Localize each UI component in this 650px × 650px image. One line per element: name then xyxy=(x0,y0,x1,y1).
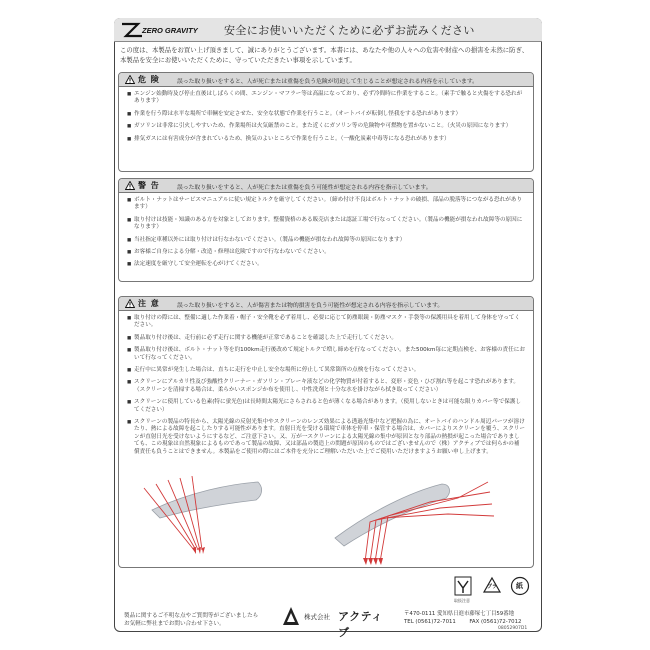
caution-header xyxy=(119,297,533,311)
warning-triangle-icon xyxy=(125,181,135,190)
caution-item: ■ 製品取り付け後は、ボルト・ナット等を約100km走行後改めて規定トルクで増し締めを行なってください。また500km毎に定期点検を、お客様の責任において行なってください。 xyxy=(127,347,525,362)
handle-care-caption: 取扱注意 xyxy=(454,598,470,603)
intro-text: この度は、本製品をお買い上げ頂きまして、誠にありがとうございます。本書には、あなたや他の人々への危害や財産への損害を未然に防ぎ、本製品を安全にお使いいただくために、守っていただきたい事項を示しています。 xyxy=(120,46,529,64)
caution-item: ■ 走行中に異常が発生した場合は、直ちに走行を中止し安全な場所に停止して異常箇所の点検を行なってください。 xyxy=(127,367,525,374)
warning-header xyxy=(119,179,533,193)
screen-lens-diagram xyxy=(335,482,494,565)
warning-label: 警 告 xyxy=(138,181,160,190)
danger-section xyxy=(118,72,534,172)
page-title: 安全にお使いいただくために必ずお読みください xyxy=(224,24,475,37)
warning-triangle-icon xyxy=(125,299,135,308)
caution-item: ■ 取り付けの際には、整備に適した作業着・帽子・安全靴を必ず着用し、必要に応じて防塵眼鏡・防塵マスク・手袋等の保護用具を着用して身体を守ってください。 xyxy=(127,315,525,330)
danger-item: ■ エンジン始動時及び停止直後はしばらくの間、エンジン・マフラー等は高温になっており、必ず冷間時に作業をすること。（素手で触ると火傷をする恐れがあります） xyxy=(127,91,525,106)
caution-item: ■ 製品取り付け後は、走行前に必ず走行に関する機能が正常であることを確認した上で走行してください。 xyxy=(127,335,525,342)
tel-number: TEL (0561)72-7011 xyxy=(404,619,456,625)
screen-reflection-diagram xyxy=(144,476,262,554)
warning-item: ■ 法定速度を厳守して安全運転を心がけてください。 xyxy=(127,261,525,268)
caution-label: 注 意 xyxy=(138,299,160,308)
zero-gravity-logo xyxy=(120,21,208,39)
inquiry-text xyxy=(124,612,258,628)
danger-item: ■ 排気ガスには有害成分が含まれているため、換気のよいところで作業を行うこと。（一酸化炭素中毒等になる恐れがあります） xyxy=(127,136,525,143)
warning-item: ■ ボルト・ナットはサービスマニュアルに従い規定トルクを厳守してください。（締め付け不良はボルト・ナットの破損、部品の脱落等につながる恐れがあります） xyxy=(127,197,525,212)
danger-description: 誤った取り扱いをすると、人が死亡または重傷を負う危険が切迫して生じることが想定される内容を示しています。 xyxy=(177,78,478,85)
company-block xyxy=(282,606,392,639)
address-line: 〒470-0111 愛知県日進市藤塚七丁目59番地 xyxy=(404,611,514,617)
active-logo-icon xyxy=(282,606,300,626)
caution-description: 誤った取り扱いをすると、人が傷害または物的損害を負う可能性が想定される内容を指示しています。 xyxy=(177,302,444,309)
warning-item: ■ お客様ご自身による分解・改造・修理は危険ですので行なわないでください。 xyxy=(127,249,525,256)
handling-icons xyxy=(448,574,538,604)
danger-item: ■ ガソリンは非常に引火しやすいため、作業場所は火気厳禁のこと。また近くにガソリン等の危険物や可燃物を置かないこと。（火災の原因になります） xyxy=(127,123,525,130)
danger-item: ■ 作業を行う際は水平な場所で車輌を安定させた、安全な状態で作業を行うこと。（オートバイが転倒し怪我をする恐れがあります） xyxy=(127,111,525,118)
warning-item: ■ 当社指定車種以外には取り付けは行なわないでください。（製品の機能が損なわれ故障等の原因になります） xyxy=(127,237,525,244)
inquiry-line: 製品に関するご不明な点やご質問等がございましたら xyxy=(124,613,259,619)
plastic-mark: プラ xyxy=(487,584,498,590)
danger-label: 危 険 xyxy=(138,75,160,84)
warning-section xyxy=(118,178,534,282)
logo-text: ZERO GRAVITY xyxy=(142,26,198,35)
company-type: 株式会社 xyxy=(304,613,330,621)
sunlight-reflection-illustration xyxy=(130,470,525,570)
warning-item: ■ 取り付けは技能・知識のある方を対象としております。整備資格のある販売店または認証工場で行なってください。（製品の機能が損なわれ故障等の原因になります） xyxy=(127,217,525,232)
company-address xyxy=(404,610,521,626)
handle-with-care-icon xyxy=(454,576,472,596)
danger-header xyxy=(119,73,533,87)
caution-item: ■ スクリーンに使用している色素(特に蛍光色)は長時間太陽光にさらされると色が薄くなる場合があります。（使用しないときは可能な限りカバー等で保護してください） xyxy=(127,399,525,414)
caution-item: ■ スクリーンの製品の特長から、太陽光線の反射光集中やスクリーンのレンズ効果による透過光集中など把握の為に、オートバイのハンドル周辺パーツが溶けたり、熱による故障を起こしたりする可能性があります。直射日光を受ける環境で車体を停車・保管する場合は、カバーによりスクリーンを覆う、スクリーンが直射日光を受けないようにするなど、ご注意下さい。又、万が一スクリーンによる太陽光線の集中が原因となり部品の熱損が起こった場合でありましても、この現象は自然現象によるものであって製品の故障、又は部品の製造上の問題が原因のものではございませんので（株）アクティブでは何らかの補償責任も負うことはできません。本製品をご使用の際にはご本件を充分にご理解いただいた上でご使用いただけますようお願い申し上げます。 xyxy=(127,419,525,456)
warning-triangle-icon xyxy=(125,75,135,84)
fax-number: FAX (0561)72-7012 xyxy=(469,619,522,625)
document-header xyxy=(114,18,542,42)
caution-item: ■ スクリーンにアルカリ性及び強酸性クリーナー・ガソリン・ブレーキ液などの化学物質が付着すると、変形・変色・ひび割れ等を起こす恐れがあります。（スクリーンを清掃する場合は、柔らかいスポンジか布を使用し、中性洗剤と十分な水を掛けながら拭き取ってください） xyxy=(127,379,525,394)
company-name: アクティブ xyxy=(338,610,383,639)
paper-mark: 紙 xyxy=(516,582,523,590)
warning-description: 誤った取り扱いをすると、人が死亡または重傷を負う可能性が想定される内容を指示しています。 xyxy=(177,184,432,191)
document-code: 08052907D1 xyxy=(498,626,528,631)
inquiry-line: お気軽に弊社までお問い合わせ下さい。 xyxy=(124,621,225,627)
